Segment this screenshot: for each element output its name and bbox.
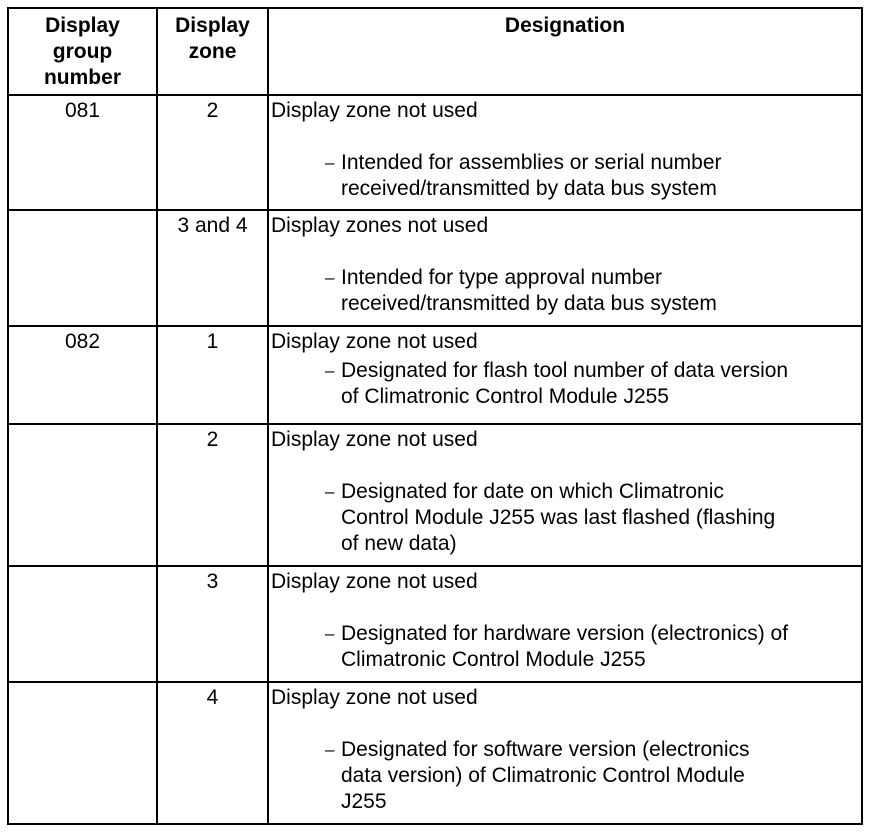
sub-text-line: Control Module J255 was last flashed (flashing [341,506,776,529]
display-zone-cell: 3 [157,566,268,682]
designation-sub-text [341,737,857,815]
spacer [271,595,857,621]
designation-sub-text [341,265,857,317]
spacer [271,239,857,265]
sub-text-line: Designated for software version (electronics [341,738,750,761]
sub-text-line: received/transmitted by data bus system [341,177,717,200]
sub-text-line: received/transmitted by data bus system [341,292,717,315]
designation-sub-item [271,479,857,557]
dash-bullet-icon: – [325,153,335,172]
header-line: number [43,66,121,89]
header-line: Display [175,14,250,37]
table-row [8,682,862,824]
designation-main-text: Display zone not used [271,570,478,593]
designation-cell [268,424,862,566]
display-zone-cell: 1 [157,326,268,424]
table-row [8,210,862,326]
sub-text-line: Intended for assemblies or serial number [341,151,722,174]
sub-text-line: J255 [341,790,387,813]
header-line: zone [188,40,237,63]
designation-sub-item [271,150,857,202]
header-line: Display [45,14,120,37]
header-designation: Designation [268,8,862,95]
designation-sub-item [271,358,857,410]
table-row [8,95,862,210]
designation-sub-text [341,150,857,202]
display-zone-cell: 3 and 4 [157,210,268,326]
table-row [8,326,862,424]
sub-text-line: Intended for type approval number [341,266,663,289]
designation-sub-item [271,621,857,673]
sub-text-line: of Climatronic Control Module J255 [341,385,669,408]
designation-cell [268,566,862,682]
display-zone-cell: 2 [157,424,268,566]
designation-sub-item [271,265,857,317]
designation-main-text: Display zone not used [271,99,478,122]
dash-bullet-icon: – [325,624,335,643]
display-group-number-cell [8,210,157,326]
header-display-group-number [8,8,157,95]
spacer [271,711,857,737]
header-display-zone [157,8,268,95]
display-group-number-cell [8,424,157,566]
sub-text-line: Climatronic Control Module J255 [341,648,646,671]
header-row [8,8,862,95]
designation-cell [268,210,862,326]
designation-sub-text [341,621,857,673]
designation-main-text: Display zone not used [271,428,478,451]
sub-text-line: data version) of Climatronic Control Module [341,764,745,787]
display-zone-cell: 4 [157,682,268,824]
designation-main-text: Display zone not used [271,686,478,709]
spacer [271,124,857,150]
table-row [8,424,862,566]
designation-sub-item [271,737,857,815]
dash-bullet-icon: – [325,482,335,501]
sub-text-line: Designated for flash tool number of data version [341,359,789,382]
designation-main-text: Display zone not used [271,330,478,353]
display-zone-table [7,7,863,825]
designation-cell [268,682,862,824]
designation-sub-text [341,479,857,557]
table-row [8,566,862,682]
display-group-number-cell: 082 [8,326,157,424]
designation-cell [268,95,862,210]
designation-sub-text [341,358,857,410]
dash-bullet-icon: – [325,268,335,287]
dash-bullet-icon: – [325,740,335,759]
sub-text-line: Designated for date on which Climatronic [341,480,724,503]
display-group-number-cell: 081 [8,95,157,210]
sub-text-line: Designated for hardware version (electronics) of [341,622,789,645]
spacer [271,453,857,479]
designation-cell [268,326,862,424]
display-group-number-cell [8,682,157,824]
display-zone-cell: 2 [157,95,268,210]
designation-main-text: Display zones not used [271,214,489,237]
display-group-number-cell [8,566,157,682]
sub-text-line: of new data) [341,532,457,555]
dash-bullet-icon: – [325,361,335,380]
header-line: group [52,40,113,63]
